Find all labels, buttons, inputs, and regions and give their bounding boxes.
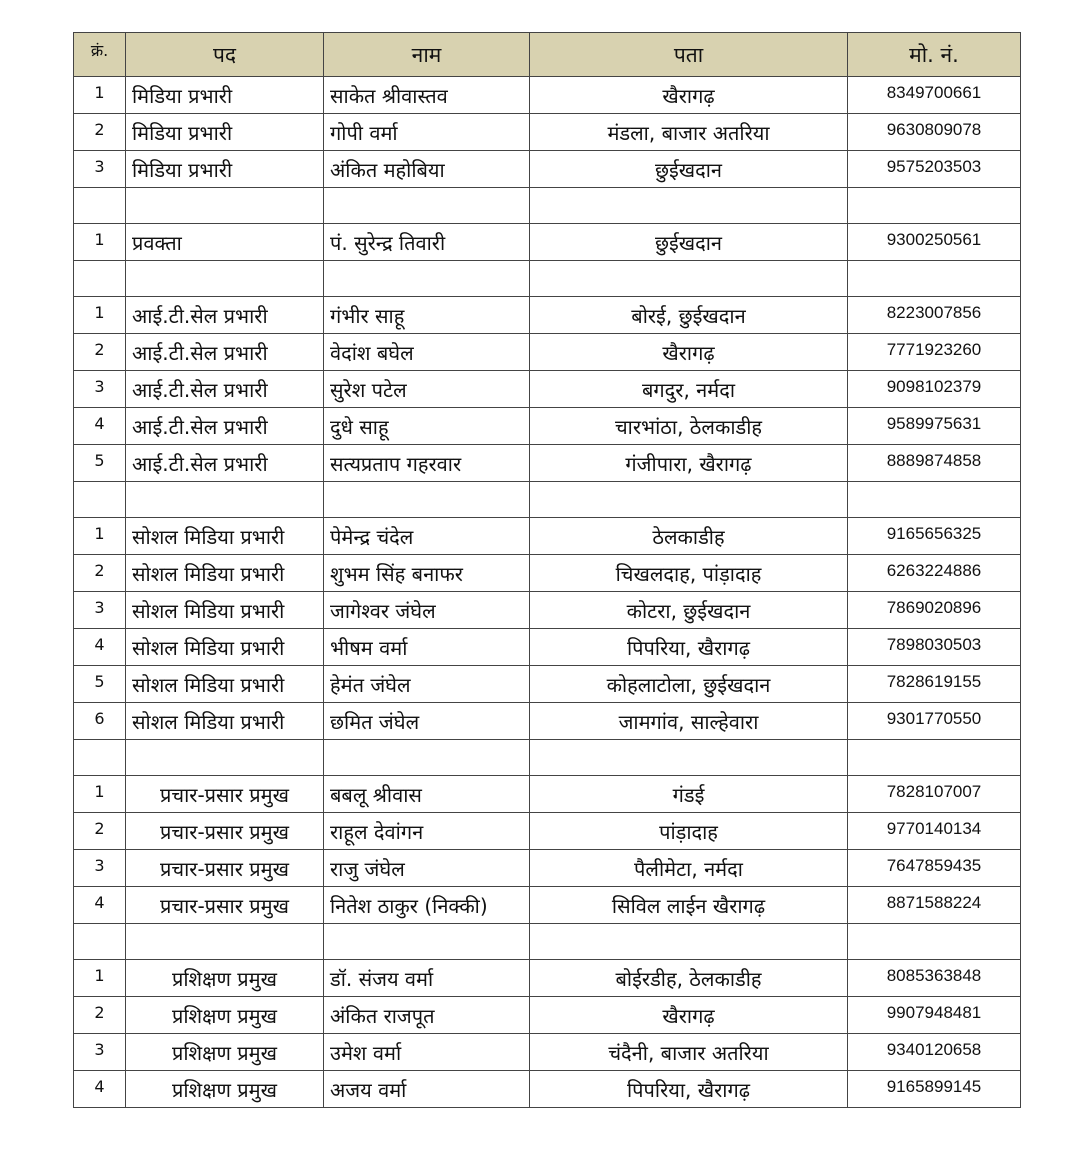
serial-number-cell: 4	[74, 887, 126, 924]
serial-number-cell: 6	[74, 703, 126, 740]
post-cell: आई.टी.सेल प्रभारी	[126, 334, 324, 371]
table-row	[74, 408, 1021, 445]
section-spacer-row	[74, 188, 1021, 224]
post-cell: मिडिया प्रभारी	[126, 77, 324, 114]
table-header	[74, 33, 1021, 77]
empty-cell	[74, 261, 126, 297]
mobile-cell: 9165656325	[848, 518, 1021, 555]
address-cell: खैरागढ़	[530, 77, 848, 114]
serial-number-cell: 2	[74, 114, 126, 151]
address-cell: गंडई	[530, 776, 848, 813]
empty-cell	[74, 482, 126, 518]
name-cell: शुभम सिंह बनाफर	[324, 555, 530, 592]
serial-number-cell: 4	[74, 408, 126, 445]
post-cell: सोशल मिडिया प्रभारी	[126, 629, 324, 666]
address-cell: पांड़ादाह	[530, 813, 848, 850]
name-cell: छमित जंघेल	[324, 703, 530, 740]
address-cell: जामगांव, साल्हेवारा	[530, 703, 848, 740]
table-row	[74, 887, 1021, 924]
empty-cell	[324, 924, 530, 960]
serial-number-cell: 1	[74, 960, 126, 997]
address-cell: छुईखदान	[530, 151, 848, 188]
table-row	[74, 334, 1021, 371]
name-cell: साकेत श्रीवास्तव	[324, 77, 530, 114]
address-cell: बगदुर, नर्मदा	[530, 371, 848, 408]
post-cell: प्रचार-प्रसार प्रमुख	[126, 776, 324, 813]
table-row	[74, 629, 1021, 666]
mobile-cell: 7647859435	[848, 850, 1021, 887]
serial-number-cell: 2	[74, 334, 126, 371]
post-cell: प्रचार-प्रसार प्रमुख	[126, 813, 324, 850]
post-cell: मिडिया प्रभारी	[126, 151, 324, 188]
mobile-cell: 8085363848	[848, 960, 1021, 997]
empty-cell	[126, 482, 324, 518]
address-cell: छुईखदान	[530, 224, 848, 261]
mobile-cell: 9301770550	[848, 703, 1021, 740]
table-row	[74, 151, 1021, 188]
serial-number-cell: 3	[74, 151, 126, 188]
header-mobile: मो. नं.	[848, 33, 1021, 77]
address-cell: मंडला, बाजार अतरिया	[530, 114, 848, 151]
mobile-cell: 9300250561	[848, 224, 1021, 261]
empty-cell	[126, 740, 324, 776]
empty-cell	[74, 188, 126, 224]
post-cell: प्रशिक्षण प्रमुख	[126, 1071, 324, 1108]
address-cell: कोटरा, छुईखदान	[530, 592, 848, 629]
header-post: पद	[126, 33, 324, 77]
name-cell: नितेश ठाकुर (निक्की)	[324, 887, 530, 924]
address-cell: कोहलाटोला, छुईखदान	[530, 666, 848, 703]
empty-cell	[530, 924, 848, 960]
post-cell: प्रचार-प्रसार प्रमुख	[126, 887, 324, 924]
name-cell: हेमंत जंघेल	[324, 666, 530, 703]
serial-number-cell: 1	[74, 518, 126, 555]
address-cell: बोरई, छुईखदान	[530, 297, 848, 334]
empty-cell	[324, 188, 530, 224]
post-cell: प्रशिक्षण प्रमुख	[126, 1034, 324, 1071]
header-address: पता	[530, 33, 848, 77]
header-name: नाम	[324, 33, 530, 77]
post-cell: सोशल मिडिया प्रभारी	[126, 666, 324, 703]
members-table	[73, 32, 1021, 1108]
table-row	[74, 1034, 1021, 1071]
table-row	[74, 703, 1021, 740]
serial-number-cell: 3	[74, 1034, 126, 1071]
empty-cell	[324, 261, 530, 297]
name-cell: पेमेन्द्र चंदेल	[324, 518, 530, 555]
empty-cell	[848, 482, 1021, 518]
table-row	[74, 997, 1021, 1034]
table-row	[74, 592, 1021, 629]
mobile-cell: 9630809078	[848, 114, 1021, 151]
serial-number-cell: 1	[74, 776, 126, 813]
name-cell: जागेश्वर जंघेल	[324, 592, 530, 629]
name-cell: अंकित राजपूत	[324, 997, 530, 1034]
mobile-cell: 9770140134	[848, 813, 1021, 850]
name-cell: दुधे साहू	[324, 408, 530, 445]
header-serial-number: क्रं.	[74, 33, 126, 77]
address-cell: चिखलदाह, पांड़ादाह	[530, 555, 848, 592]
post-cell: आई.टी.सेल प्रभारी	[126, 445, 324, 482]
address-cell: पिपरिया, खैरागढ़	[530, 1071, 848, 1108]
name-cell: गोपी वर्मा	[324, 114, 530, 151]
name-cell: भीषम वर्मा	[324, 629, 530, 666]
empty-cell	[530, 740, 848, 776]
address-cell: गंजीपारा, खैरागढ़	[530, 445, 848, 482]
table-row	[74, 813, 1021, 850]
mobile-cell: 8889874858	[848, 445, 1021, 482]
address-cell: खैरागढ़	[530, 334, 848, 371]
serial-number-cell: 5	[74, 666, 126, 703]
mobile-cell: 8349700661	[848, 77, 1021, 114]
serial-number-cell: 2	[74, 555, 126, 592]
empty-cell	[530, 188, 848, 224]
serial-number-cell: 3	[74, 592, 126, 629]
empty-cell	[324, 482, 530, 518]
mobile-cell: 7898030503	[848, 629, 1021, 666]
serial-number-cell: 2	[74, 997, 126, 1034]
name-cell: डॉ. संजय वर्मा	[324, 960, 530, 997]
name-cell: गंभीर साहू	[324, 297, 530, 334]
empty-cell	[848, 924, 1021, 960]
name-cell: बबलू श्रीवास	[324, 776, 530, 813]
mobile-cell: 7828619155	[848, 666, 1021, 703]
table-row	[74, 776, 1021, 813]
address-cell: पैलीमेटा, नर्मदा	[530, 850, 848, 887]
name-cell: अंकित महोबिया	[324, 151, 530, 188]
post-cell: सोशल मिडिया प्रभारी	[126, 555, 324, 592]
table-row	[74, 850, 1021, 887]
post-cell: प्रचार-प्रसार प्रमुख	[126, 850, 324, 887]
post-cell: प्रशिक्षण प्रमुख	[126, 997, 324, 1034]
empty-cell	[848, 261, 1021, 297]
name-cell: अजय वर्मा	[324, 1071, 530, 1108]
mobile-cell: 9575203503	[848, 151, 1021, 188]
mobile-cell: 9589975631	[848, 408, 1021, 445]
table-row	[74, 77, 1021, 114]
serial-number-cell: 3	[74, 371, 126, 408]
name-cell: सुरेश पटेल	[324, 371, 530, 408]
table-row	[74, 371, 1021, 408]
address-cell: चंदैनी, बाजार अतरिया	[530, 1034, 848, 1071]
serial-number-cell: 1	[74, 77, 126, 114]
table-row	[74, 114, 1021, 151]
mobile-cell: 9340120658	[848, 1034, 1021, 1071]
post-cell: प्रवक्ता	[126, 224, 324, 261]
section-spacer-row	[74, 740, 1021, 776]
empty-cell	[74, 924, 126, 960]
table-row	[74, 960, 1021, 997]
post-cell: सोशल मिडिया प्रभारी	[126, 592, 324, 629]
mobile-cell: 7828107007	[848, 776, 1021, 813]
empty-cell	[126, 188, 324, 224]
empty-cell	[126, 261, 324, 297]
serial-number-cell: 2	[74, 813, 126, 850]
mobile-cell: 8871588224	[848, 887, 1021, 924]
mobile-cell: 9098102379	[848, 371, 1021, 408]
empty-cell	[74, 740, 126, 776]
serial-number-cell: 1	[74, 224, 126, 261]
address-cell: खैरागढ़	[530, 997, 848, 1034]
post-cell: सोशल मिडिया प्रभारी	[126, 518, 324, 555]
post-cell: मिडिया प्रभारी	[126, 114, 324, 151]
mobile-cell: 7869020896	[848, 592, 1021, 629]
serial-number-cell: 3	[74, 850, 126, 887]
post-cell: आई.टी.सेल प्रभारी	[126, 297, 324, 334]
name-cell: राजु जंघेल	[324, 850, 530, 887]
empty-cell	[848, 188, 1021, 224]
name-cell: उमेश वर्मा	[324, 1034, 530, 1071]
serial-number-cell: 4	[74, 629, 126, 666]
section-spacer-row	[74, 482, 1021, 518]
table-row	[74, 445, 1021, 482]
post-cell: आई.टी.सेल प्रभारी	[126, 408, 324, 445]
serial-number-cell: 4	[74, 1071, 126, 1108]
mobile-cell: 6263224886	[848, 555, 1021, 592]
address-cell: ठेलकाडीह	[530, 518, 848, 555]
mobile-cell: 9907948481	[848, 997, 1021, 1034]
empty-cell	[324, 740, 530, 776]
serial-number-cell: 1	[74, 297, 126, 334]
name-cell: पं. सुरेन्द्र तिवारी	[324, 224, 530, 261]
table-body	[74, 77, 1021, 1108]
table-row	[74, 555, 1021, 592]
name-cell: वेदांश बघेल	[324, 334, 530, 371]
mobile-cell: 9165899145	[848, 1071, 1021, 1108]
table-row	[74, 666, 1021, 703]
mobile-cell: 7771923260	[848, 334, 1021, 371]
section-spacer-row	[74, 924, 1021, 960]
section-spacer-row	[74, 261, 1021, 297]
post-cell: आई.टी.सेल प्रभारी	[126, 371, 324, 408]
table-row	[74, 1071, 1021, 1108]
name-cell: राहूल देवांगन	[324, 813, 530, 850]
address-cell: बोईरडीह, ठेलकाडीह	[530, 960, 848, 997]
empty-cell	[126, 924, 324, 960]
empty-cell	[530, 261, 848, 297]
empty-cell	[530, 482, 848, 518]
empty-cell	[848, 740, 1021, 776]
table-row	[74, 224, 1021, 261]
address-cell: सिविल लाईन खैरागढ़	[530, 887, 848, 924]
header-row	[74, 33, 1021, 77]
address-cell: चारभांठा, ठेलकाडीह	[530, 408, 848, 445]
table-row	[74, 297, 1021, 334]
serial-number-cell: 5	[74, 445, 126, 482]
post-cell: सोशल मिडिया प्रभारी	[126, 703, 324, 740]
address-cell: पिपरिया, खैरागढ़	[530, 629, 848, 666]
mobile-cell: 8223007856	[848, 297, 1021, 334]
post-cell: प्रशिक्षण प्रमुख	[126, 960, 324, 997]
table-row	[74, 518, 1021, 555]
name-cell: सत्यप्रताप गहरवार	[324, 445, 530, 482]
